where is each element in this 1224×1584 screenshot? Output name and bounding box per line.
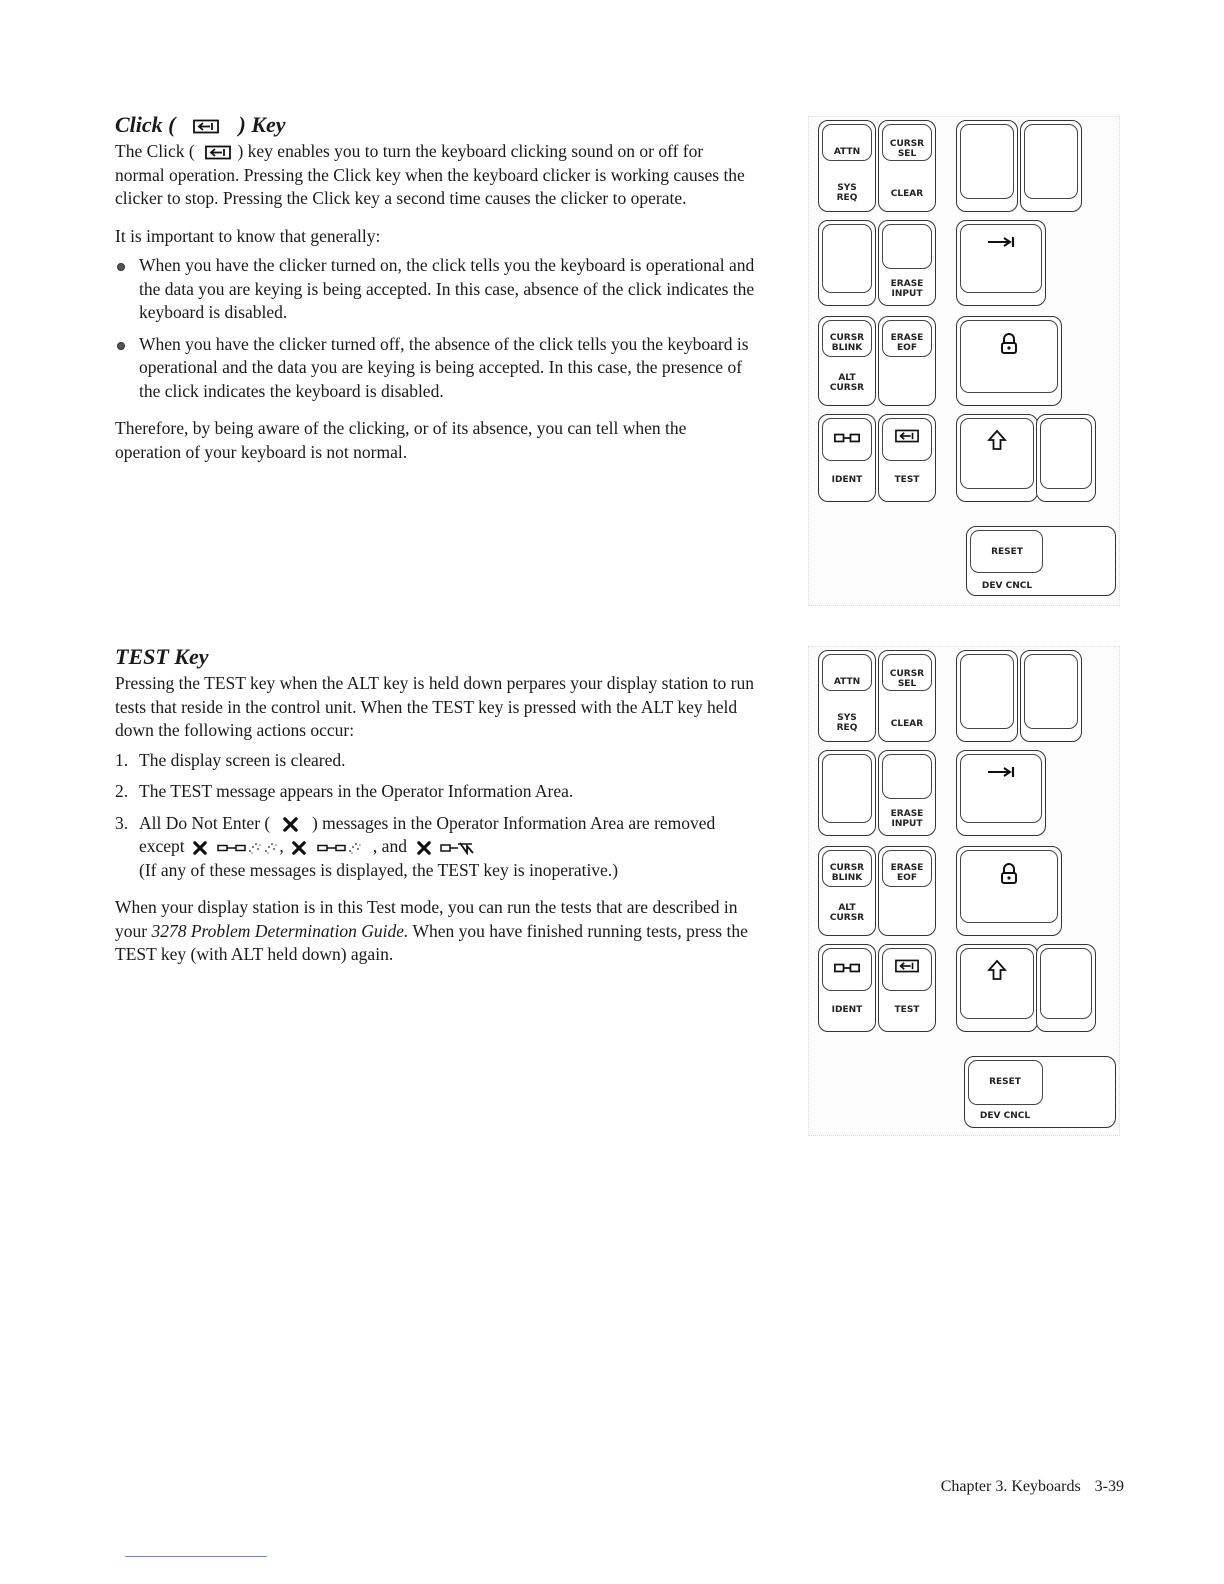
test-key-heading: TEST Key bbox=[115, 644, 209, 669]
key-label: SYS REQ bbox=[836, 183, 858, 203]
do-not-enter-icon bbox=[283, 817, 298, 832]
blank-key bbox=[956, 120, 1018, 212]
heading-text-post: ) Key bbox=[238, 112, 286, 137]
list-item bbox=[115, 812, 755, 883]
page-number: 3-39 bbox=[1094, 1478, 1124, 1495]
test-click-key bbox=[878, 414, 936, 502]
fuzz-icon bbox=[263, 841, 279, 855]
key-label: ERASE EOF bbox=[890, 863, 924, 883]
blank-key bbox=[1020, 650, 1082, 742]
tab-icon bbox=[986, 765, 1016, 779]
fuzz-icon bbox=[347, 841, 363, 855]
outro-text-post: When you have finished running tests, press the TEST key (with ALT held down) again. bbox=[115, 920, 748, 964]
tab-key bbox=[956, 220, 1046, 306]
list-item-text: When you have the clicker turned on, the click tells you the keyboard is operational and the data you are keying is being accepted. In this case, absence of the click indicates the keyboard is disabled. bbox=[139, 255, 755, 322]
tab-icon bbox=[986, 235, 1016, 249]
key-label: CURSR SEL bbox=[889, 669, 925, 689]
blank-key bbox=[1036, 414, 1096, 502]
footer-rule bbox=[125, 1556, 267, 1557]
do-not-enter-icon bbox=[417, 841, 431, 855]
test-outro-paragraph bbox=[115, 896, 755, 967]
separator-text: , and bbox=[372, 836, 407, 856]
key-label: ERASE EOF bbox=[890, 333, 924, 353]
key-label: RESET bbox=[989, 1077, 1021, 1087]
intro-text-pre: The Click ( bbox=[115, 141, 195, 161]
cursr-sel-key bbox=[878, 120, 936, 212]
blank-key bbox=[1020, 120, 1082, 212]
key-label: TEST bbox=[894, 1005, 920, 1015]
click-key-section bbox=[115, 112, 755, 464]
intro-text-post: ) key enables you to turn the keyboard clicking sound on or off for normal operation. Pressing the Click key when the keyboard clicker is working causes the clicker to stop. Pressing the Click key a second time causes the clicker to operate. bbox=[115, 141, 745, 208]
outro-text-pre: When your display station is in this Test mode, you can run the tests that are described in your bbox=[115, 897, 738, 941]
lock-key bbox=[956, 846, 1062, 936]
key-label: ERASE INPUT bbox=[890, 809, 924, 829]
key-label: CURSR BLINK bbox=[829, 863, 865, 883]
ident-icon bbox=[834, 962, 860, 974]
step-number: 2. bbox=[115, 781, 129, 801]
attn-key bbox=[818, 650, 876, 742]
page-footer bbox=[941, 1478, 1124, 1496]
step-text: The display screen is cleared. bbox=[139, 749, 346, 770]
test-click-key bbox=[878, 944, 936, 1032]
ident-icon bbox=[834, 432, 860, 444]
step-number: 3. bbox=[115, 812, 129, 833]
shift-icon bbox=[987, 959, 1007, 981]
guide-title: 3278 Problem Determination Guide. bbox=[151, 920, 409, 941]
chapter-title: Chapter 3. Keyboards bbox=[940, 1478, 1081, 1495]
list-item-text: When you have the clicker turned off, the absence of the click tells you the keyboard is operational and the data you are keying is being accepted. In this case, the presence of the click indicates the keyboard is disabled. bbox=[139, 333, 749, 401]
cursr-sel-key bbox=[878, 650, 936, 742]
key-label: CLEAR bbox=[890, 719, 924, 729]
shift-key bbox=[956, 414, 1038, 502]
click-intro-paragraph bbox=[115, 140, 755, 211]
list-item bbox=[115, 333, 755, 404]
shift-key bbox=[956, 944, 1038, 1032]
list-item bbox=[115, 749, 755, 773]
key-label: TEST bbox=[894, 475, 920, 485]
key-label: CLEAR bbox=[890, 189, 924, 199]
lock-key bbox=[956, 316, 1062, 406]
machine-check-icon bbox=[217, 843, 247, 853]
click-conclusion: Therefore, by being aware of the clicking, or of its absence, you can tell when the operation of your keyboard is not normal. bbox=[115, 418, 687, 462]
key-label: DEV CNCL bbox=[981, 581, 1033, 591]
key-label: DEV CNCL bbox=[979, 1111, 1031, 1121]
click-icon bbox=[205, 145, 231, 160]
tab-key bbox=[956, 750, 1046, 836]
bullet-icon bbox=[117, 342, 125, 350]
key-label: ATTN bbox=[833, 677, 861, 687]
fuzz-icon bbox=[247, 841, 263, 855]
cursr-blink-key bbox=[818, 846, 876, 936]
blank-key bbox=[1036, 944, 1096, 1032]
click-icon bbox=[895, 959, 919, 973]
ident-key bbox=[818, 944, 876, 1032]
click-icon bbox=[895, 429, 919, 443]
keyboard-illustration-test bbox=[808, 646, 1120, 1136]
test-intro-paragraph: Pressing the TEST key when the ALT key is held down perpares your display station to run tests that reside in the control unit. When the TEST key is pressed with the ALT key held down the following actions occur: bbox=[115, 673, 754, 740]
do-not-enter-icon bbox=[292, 841, 306, 855]
test-steps-list bbox=[115, 749, 755, 883]
list-item bbox=[115, 780, 755, 804]
lock-icon bbox=[999, 333, 1019, 355]
step-text: The TEST message appears in the Operator Information Area. bbox=[139, 781, 574, 801]
blank-key bbox=[956, 650, 1018, 742]
blank-key bbox=[818, 750, 876, 836]
reset-key bbox=[964, 1056, 1116, 1128]
communication-check-icon bbox=[440, 841, 474, 855]
ident-key bbox=[818, 414, 876, 502]
step-number: 1. bbox=[115, 749, 129, 770]
list-item bbox=[115, 254, 755, 325]
key-label: SYS REQ bbox=[836, 713, 858, 733]
click-key-heading bbox=[115, 112, 755, 138]
attn-key bbox=[818, 120, 876, 212]
cursr-blink-key bbox=[818, 316, 876, 406]
key-label: RESET bbox=[991, 547, 1023, 557]
step-text: (If any of these messages is displayed, the TEST key is inoperative.) bbox=[139, 859, 619, 880]
key-label: IDENT bbox=[831, 1005, 863, 1015]
test-key-section bbox=[115, 644, 755, 967]
key-label: ALT CURSR bbox=[829, 373, 865, 393]
separator-text: , bbox=[279, 836, 284, 856]
key-label: CURSR BLINK bbox=[829, 333, 865, 353]
reset-key bbox=[966, 526, 1116, 596]
bullet-icon bbox=[117, 263, 125, 271]
key-label: CURSR SEL bbox=[889, 139, 925, 159]
step-text: All Do Not Enter ( bbox=[139, 812, 271, 833]
key-label: IDENT bbox=[831, 475, 863, 485]
step-text: ) messages in the Operator Information Area are removed except bbox=[139, 812, 716, 856]
key-label: ALT CURSR bbox=[829, 903, 865, 923]
click-icon bbox=[193, 119, 219, 134]
erase-eof-key bbox=[878, 316, 936, 406]
erase-input-key bbox=[878, 750, 936, 836]
click-bullet-list bbox=[115, 254, 755, 403]
erase-eof-key bbox=[878, 846, 936, 936]
lock-icon bbox=[999, 863, 1019, 885]
heading-text-pre: Click ( bbox=[115, 112, 176, 137]
key-label: ERASE INPUT bbox=[890, 279, 924, 299]
do-not-enter-icon bbox=[193, 841, 207, 855]
key-label: ATTN bbox=[833, 147, 861, 157]
keyboard-illustration-click bbox=[808, 116, 1120, 606]
shift-icon bbox=[987, 429, 1007, 451]
blank-key bbox=[818, 220, 876, 306]
program-check-icon bbox=[317, 843, 347, 853]
erase-input-key bbox=[878, 220, 936, 306]
important-note: It is important to know that generally: bbox=[115, 225, 381, 246]
